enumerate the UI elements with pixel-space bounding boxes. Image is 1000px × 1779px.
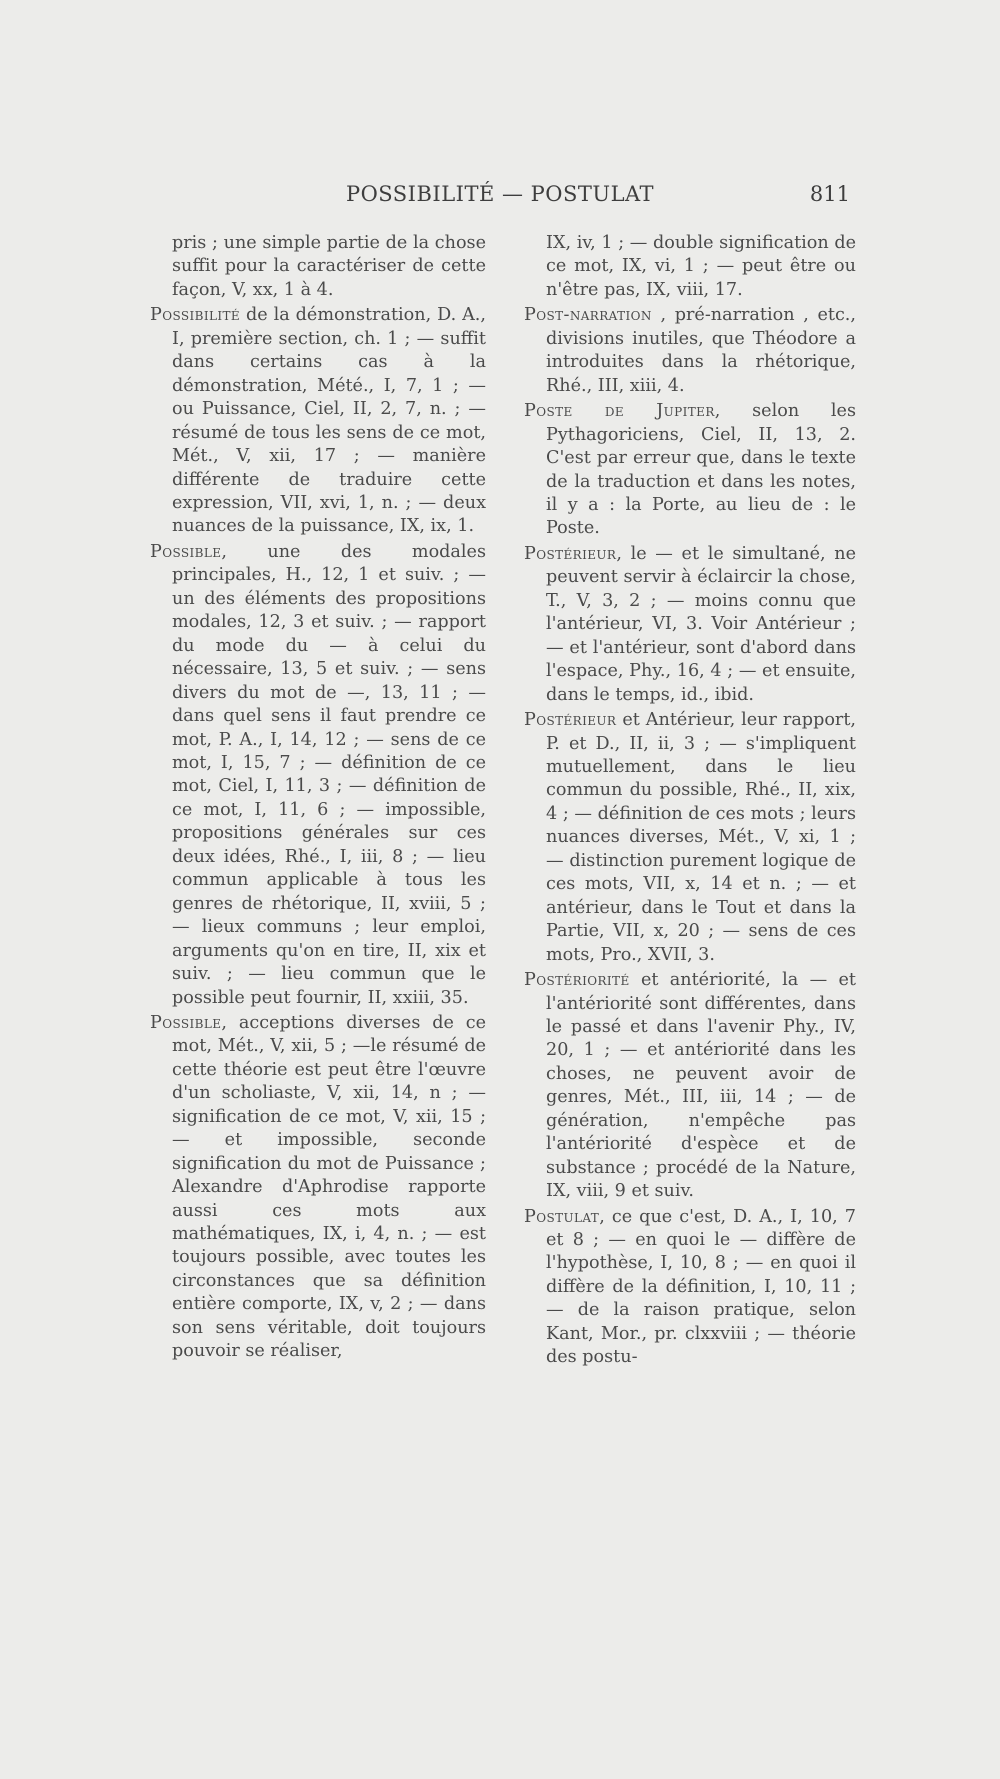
right-column <box>524 232 856 1372</box>
index-entry <box>524 232 856 302</box>
entry-text: , pré-narration , etc., divisions inutiles, que Théodore a introduites dans la rhétorique, Rhé., III, xiii, 4. <box>546 305 856 396</box>
index-entry <box>150 541 486 1010</box>
left-column <box>150 232 486 1366</box>
index-entry <box>150 1012 486 1364</box>
entry-text: , acceptions diverses de ce mot, Mét., V, xii, 5 ; —le résumé de cette théorie est peut être l'œuvre d'un scholiaste, V, xii, 14, n ; — signification de ce mot, V, xii, 15 ; — et impossible, seconde signification du mot de Puissance ; Alexandre d'Aphrodise rapporte aussi ces mots aux mathématiques, IX, i, 4, n. ; — est toujours possible, avec toutes les circonstances que sa définition entière comporte, IX, v, 2 ; — dans son sens véritable, doit toujours pouvoir se réaliser, <box>172 1012 486 1362</box>
entry-headword: Possible <box>150 541 222 562</box>
index-entry <box>524 969 856 1204</box>
index-entry <box>524 400 856 541</box>
entry-headword: Post-narration <box>524 305 652 326</box>
index-entry <box>524 709 856 967</box>
entry-text: , ce que c'est, D. A., I, 10, 7 et 8 ; — en quoi le — diffère de l'hypothèse, I, 10, 8 ; — en quoi il diffère de la définition, I, 10, 11 ; — de la raison pratique, selon Kant, Mor., pr. clxxviii ; — théorie des postu- <box>546 1206 856 1368</box>
index-entry <box>524 1206 856 1370</box>
entry-text: de la démonstration, D. A., I, première section, ch. 1 ; — suffit dans certains cas à la démonstration, Mété., I, 7, 1 ; — ou Puissance, Ciel, II, 2, 7, n. ; — résumé de tous les sens de ce mot, Mét., V, xii, 17 ; — manière différente de traduire cette expression, VII, xvi, 1, n. ; — deux nuances de la puissance, IX, ix, 1. <box>172 305 486 537</box>
entry-headword: Postérieur <box>524 710 617 731</box>
entry-headword: Postérieur <box>524 543 617 564</box>
index-entry <box>524 304 856 398</box>
entry-text: pris ; une simple partie de la chose suffit pour la caractériser de cette façon, V, xx, 1 à 4. <box>172 233 486 300</box>
entry-text: et antériorité, la — et l'antériorité sont différentes, dans le passé et dans l'avenir Phy., IV, 20, 1 ; — et antériorité dans les choses, ne peuvent avoir de genres, Mét., III, iii, 14 ; — de génération, n'empêche pas l'antériorité d'espèce et de substance ; procédé de la Nature, IX, viii, 9 et suiv. <box>546 970 856 1202</box>
entry-text: , le — et le simultané, ne peuvent servir à éclaircir la chose, T., V, 3, 2 ; — moins connu que l'antérieur, VI, 3. Voir Antérieur ; — et l'antérieur, sont d'abord dans l'espace, Phy., 16, 4 ; — et ensuite, dans le temps, id., ibid. <box>546 543 856 705</box>
entry-text: , une des modales principales, H., 12, 1 et suiv. ; — un des éléments des propositions modales, 12, 3 et suiv. ; — rapport du mode du — à celui du nécessaire, 13, 5 et suiv. ; — sens divers du mot de —, 13, 11 ; — dans quel sens il faut prendre ce mot, P. A., I, 14, 12 ; — sens de ce mot, I, 15, 7 ; — définition de ce mot, Ciel, I, 11, 3 ; — définition de ce mot, I, 11, 6 ; — impossible, propositions générales sur ces deux idées, Rhé., I, iii, 8 ; — lieu commun applicable à tous les genres de rhétorique, II, xviii, 5 ; — lieux communs ; leur emploi, arguments qu'on en tire, II, xix et suiv. ; — lieu commun que le possible peut fournir, II, xxiii, 35. <box>172 541 486 1008</box>
page-number: 811 <box>809 182 850 206</box>
index-entry <box>524 543 856 707</box>
index-entry <box>150 232 486 302</box>
entry-text: et Antérieur, leur rapport, P. et D., II, ii, 3 ; — s'impliquent mutuellement, dans le lieu commun du possible, Rhé., II, xix, 4 ; — définition de ces mots ; leurs nuances diverses, Mét., V, xi, 1 ; — distinction purement logique de ces mots, VII, x, 14 et n. ; — et antérieur, dans le Tout et dans la Partie, VII, x, 20 ; — sens de ces mots, Pro., XVII, 3. <box>546 710 856 965</box>
index-entry <box>150 304 486 539</box>
running-head <box>150 182 850 212</box>
entry-headword: Possibilité <box>150 305 241 326</box>
entry-text: , selon les Pythagoriciens, Ciel, II, 13, 2. C'est par erreur que, dans le texte de la traduction et dans les notes, il y a : la Porte, au lieu de : le Poste. <box>546 401 856 539</box>
page-title: POSSIBILITÉ — POSTULAT <box>345 182 655 206</box>
entry-text: IX, iv, 1 ; — double signification de ce mot, IX, vi, 1 ; — peut être ou n'être pas, IX, viii, 17. <box>546 233 856 300</box>
entry-headword: Postériorité <box>524 970 630 991</box>
entry-headword: Possible <box>150 1012 222 1033</box>
entry-headword: Poste de Jupiter <box>524 401 715 422</box>
entry-headword: Postulat <box>524 1206 600 1227</box>
